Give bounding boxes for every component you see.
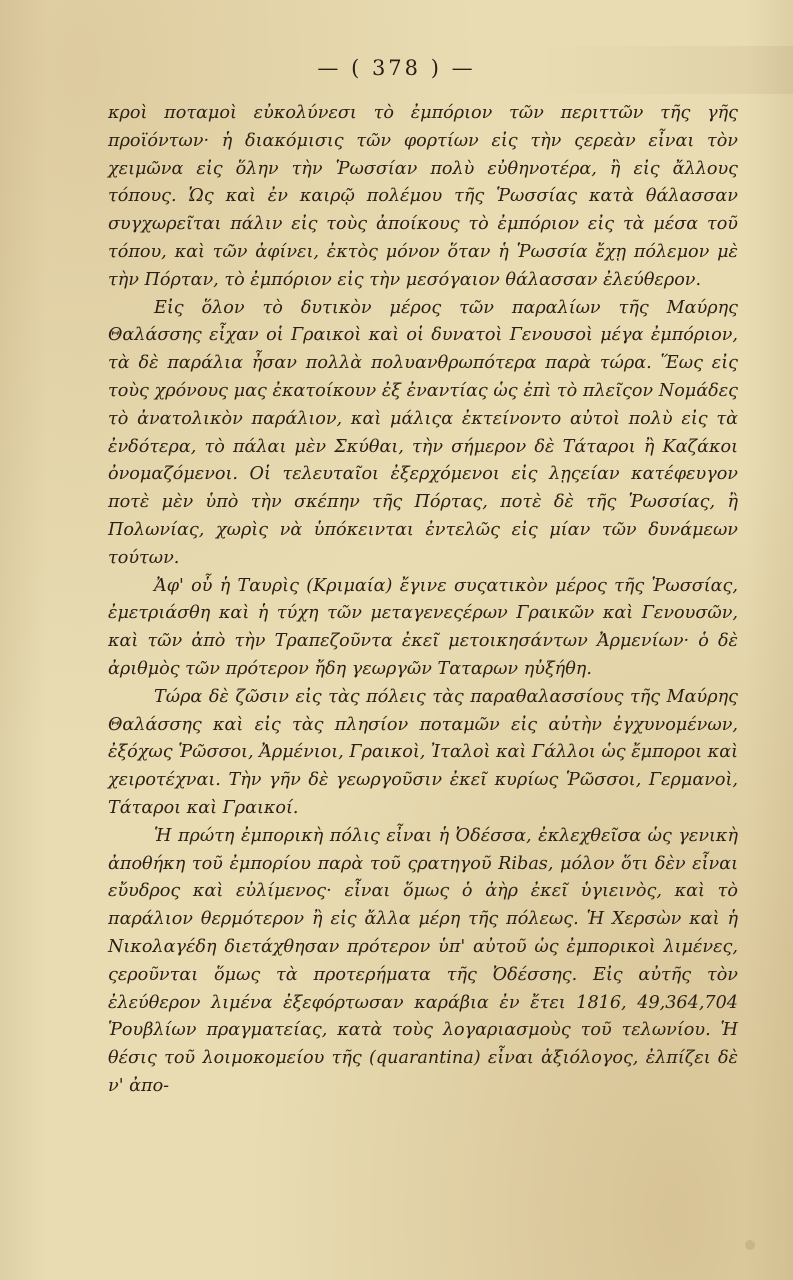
- paragraph-2: Εἰς ὅλον τὸ δυτικὸν μέρος τῶν παραλίων τῆς Μαύρης Θαλάσσης εἶχαν οἱ Γραικοὶ καὶ οἱ δυνατοὶ Γενουσοὶ μέγα ἐμπόριον, τὰ δὲ παράλια ἦσαν πολλὰ πολυανθρωπότερα παρὰ τώρα. Ἕως εἰς τοὺς χρόνους μας ἐκατοίκουν ἐξ ἐναντίας ὡς ἐπὶ τὸ πλεῖςον Νομάδες τὸ ἀνατολικὸν παράλιον, καὶ μάλιςα ἐκτείνοντο αὐτοὶ πολὺ εἰς τὰ ἐνδότερα, τὸ πάλαι μὲν Σκύθαι, τὴν σήμερον δὲ Τάταροι ἢ Καζάκοι ὀνομαζόμενοι. Οἱ τελευταῖοι ἐξερχόμενοι εἰς λῃςείαν κατέφευγον ποτὲ μὲν ὑπὸ τὴν σκέπην τῆς Πόρτας, ποτὲ δὲ τῆς Ῥωσσίας, ἢ Πολωνίας, χωρὶς νὰ ὑπόκεινται ἐντελῶς εἰς μίαν τῶν δυνάμεων τούτων.: [108, 297, 738, 568]
- paragraph-3: Ἀφ' οὗ ἡ Ταυρὶς (Κριμαία) ἔγινε συςατικὸν μέρος τῆς Ῥωσσίας, ἐμετριάσθη καὶ ἡ τύχη τῶν μεταγενεςέρων Γραικῶν καὶ Γενουσῶν, καὶ τῶν ἀπὸ τὴν Τραπεζοῦντα ἐκεῖ μετοικησάντων Ἀρμενίων· ὁ δὲ ἀριθμὸς τῶν πρότερον ἤδη γεωργῶν Ταταρων ηὐξήθη.: [108, 575, 738, 679]
- paragraph-5: Ἡ πρώτη ἐμπορικὴ πόλις εἶναι ἡ Ὀδέσσα, ἐκλεχθεῖσα ὡς γενικὴ ἀποθήκη τοῦ ἐμπορίου παρὰ τοῦ ςρατηγοῦ Ribas, μόλον ὅτι δὲν εἶναι εὔυδρος καὶ εὐλίμενος· εἶναι ὅμως ὁ ἀὴρ ἐκεῖ ὑγιεινὸς, καὶ τὸ παράλιον θερμότερον ἢ εἰς ἄλλα μέρη τῆς πόλεως. Ἡ Χερσὼν καὶ ἡ Νικολαγέδη διετάχθησαν πρότερον ὑπ' αὐτοῦ ὡς ἐμπορικοὶ λιμένες, ςεροῦνται ὅμως τὰ προτερήματα τῆς Ὀδέσσης. Εἰς αὐτῆς τὸν ἐλεύθερον λιμένα ἐξεφόρτωσαν καράβια ἐν ἔτει 1816, 49,364,704 Ῥουβλίων πραγματείας, κατὰ τοὺς λογαριασμοὺς τοῦ τελωνίου. Ἡ θέσις τοῦ λοιμοκομείου τῆς (quarantina) εἶναι ἀξιόλογος, ἐλπίζει δὲ ν' ἀπο-: [108, 825, 738, 1096]
- paragraph-1: κροὶ ποταμοὶ εὐκολύνεσι τὸ ἐμπόριον τῶν περιττῶν τῆς γῆς προϊόντων· ἡ διακόμισις τῶν φορτίων εἰς τὴν ςερεὰν εἶναι τὸν χειμῶνα εἰς ὅλην τὴν Ῥωσσίαν πολὺ εὐθηνοτέρα, ἢ εἰς ἄλλους τόπους. Ὡς καὶ ἐν καιρῷ πολέμου τῆς Ῥωσσίας κατὰ θάλασσαν συγχωρεῖται πάλιν εἰς τοὺς ἀποίκους τὸ ἐμπόριον εἰς τὰ μέσα τοῦ τόπου, καὶ τῶν ἀφίνει, ἐκτὸς μόνον ὅταν ἡ Ῥωσσία ἔχῃ πόλεμον μὲ τὴν Πόρταν, τὸ ἐμπόριον εἰς τὴν μεσόγαιον θάλασσαν ἐλεύθερον.: [108, 103, 738, 290]
- page-number-header: — ( 378 ) —: [317, 56, 476, 80]
- body-text: [108, 100, 738, 1101]
- paper-stain: [745, 1240, 755, 1250]
- paragraph-4: Τώρα δὲ ζῶσιν εἰς τὰς πόλεις τὰς παραθαλασσίους τῆς Μαύρης Θαλάσσης καὶ εἰς τὰς πλησίον ποταμῶν εἰς αὐτὴν ἐγχυνομένων, ἐξόχως Ῥῶσσοι, Ἀρμένιοι, Γραικοὶ, Ἰταλοὶ καὶ Γάλλοι ὡς ἔμποροι καὶ χειροτέχναι. Τὴν γῆν δὲ γεωργοῦσιν ἐκεῖ κυρίως Ῥῶσσοι, Γερμανοὶ, Τάταροι καὶ Γραικοί.: [108, 686, 738, 818]
